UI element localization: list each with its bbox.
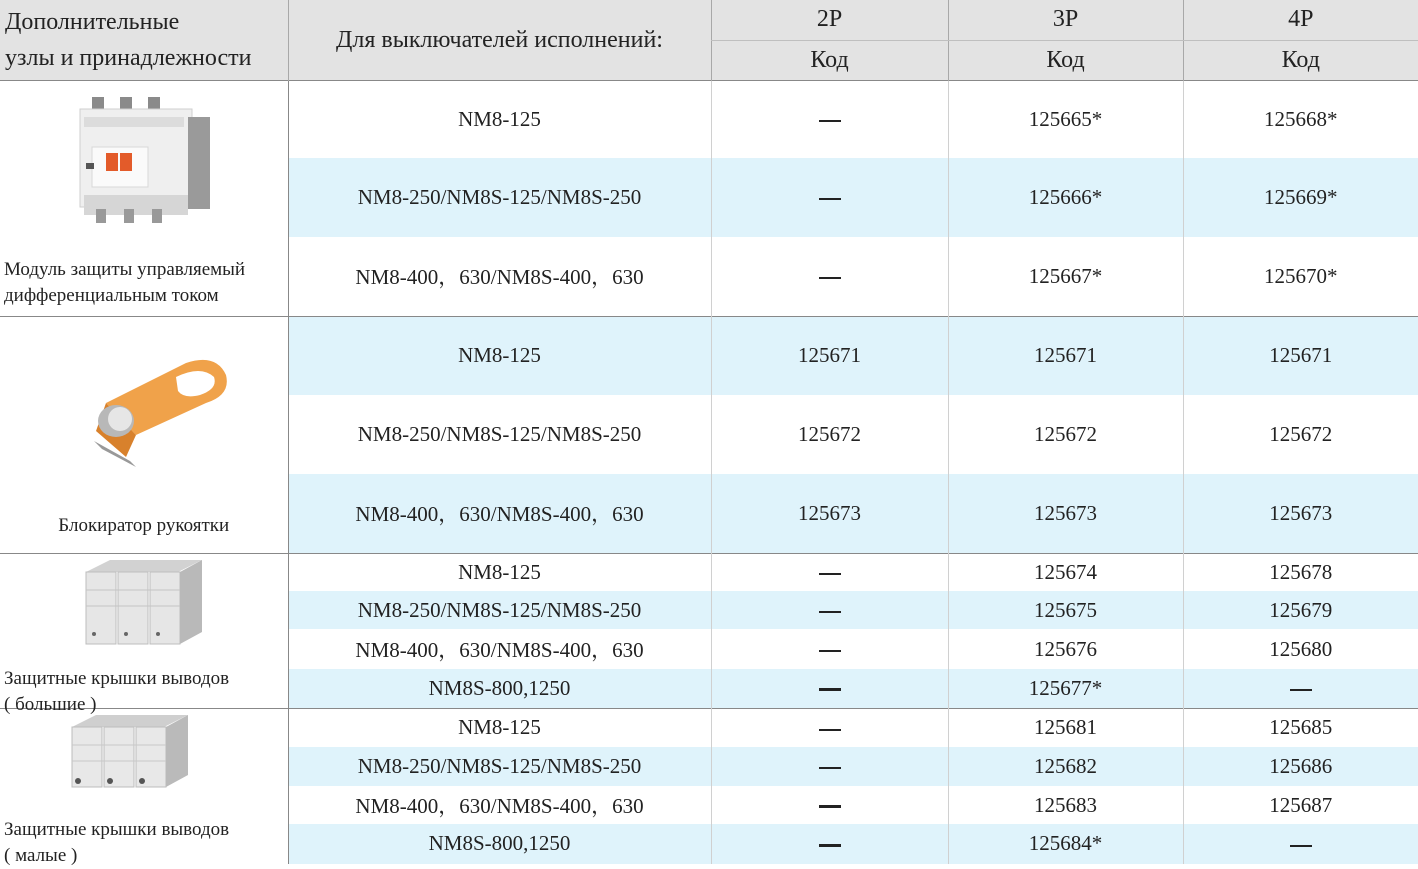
code-3p-cell: 125667* xyxy=(948,237,1183,316)
code-2p-cell: 125673 xyxy=(711,474,948,553)
section-label xyxy=(4,817,288,869)
code-4p-cell: 125672 xyxy=(1183,395,1418,473)
handle-lock-icon xyxy=(66,345,236,480)
section-label-line: дифференциальным током xyxy=(4,284,219,306)
code-3p-cell: 125681 xyxy=(948,708,1183,747)
section-label xyxy=(4,257,288,309)
dash-mark xyxy=(819,805,841,808)
code-3p-cell: 125674 xyxy=(948,553,1183,591)
model-cell: NM8-400，630/NM8S-400，630 xyxy=(288,786,711,824)
header-pole-4p: 4P xyxy=(1183,0,1418,40)
section-label-line: Блокиратор рукоятки xyxy=(58,514,230,536)
model-cell: NM8-250/NM8S-125/NM8S-250 xyxy=(288,395,711,473)
code-3p-cell: 125675 xyxy=(948,591,1183,629)
model-cell: NM8-250/NM8S-125/NM8S-250 xyxy=(288,591,711,629)
model-cell: NM8-125 xyxy=(288,316,711,395)
model-cell: NM8-250/NM8S-125/NM8S-250 xyxy=(288,747,711,786)
code-4p-cell: 125680 xyxy=(1183,629,1418,668)
code-2p-cell xyxy=(711,824,948,863)
header-code-3p: Код xyxy=(948,40,1183,80)
terminal-cover-small-icon xyxy=(60,711,200,806)
dash-mark xyxy=(819,688,841,691)
code-2p-cell xyxy=(711,669,948,708)
table-body xyxy=(0,80,1418,864)
dash-mark xyxy=(819,729,841,731)
code-2p-cell xyxy=(711,237,948,316)
header-item-line-2: узлы и принадлежности xyxy=(5,45,252,71)
dash-mark xyxy=(1290,845,1312,847)
model-cell: NM8-400，630/NM8S-400，630 xyxy=(288,474,711,553)
code-4p-cell: 125671 xyxy=(1183,316,1418,395)
section-item-cell xyxy=(0,553,288,715)
table-row xyxy=(0,80,1418,158)
section-label-line: Защитные крышки выводов xyxy=(4,818,230,840)
model-cell: NM8-400，630/NM8S-400，630 xyxy=(288,629,711,668)
header-code-4p: Код xyxy=(1183,40,1418,80)
code-4p-cell: 125668* xyxy=(1183,80,1418,158)
code-4p-cell: 125673 xyxy=(1183,474,1418,553)
section-label-line: Защитные крышки выводов xyxy=(4,667,230,689)
model-cell: NM8S-800,1250 xyxy=(288,669,711,708)
code-2p-cell xyxy=(711,80,948,158)
code-2p-cell xyxy=(711,708,948,747)
section-label-line: ( большие ) xyxy=(4,693,97,715)
code-2p-cell xyxy=(711,747,948,786)
code-4p-cell: 125679 xyxy=(1183,591,1418,629)
dash-mark xyxy=(819,844,841,847)
dash-mark xyxy=(819,198,841,200)
code-3p-cell: 125676 xyxy=(948,629,1183,668)
header-code-2p: Код xyxy=(711,40,948,80)
code-3p-cell: 125677* xyxy=(948,669,1183,708)
dash-mark xyxy=(1290,689,1312,691)
code-2p-cell: 125672 xyxy=(711,395,948,473)
code-3p-cell: 125672 xyxy=(948,395,1183,473)
code-3p-cell: 125671 xyxy=(948,316,1183,395)
section-label-line: Модуль защиты управляемый xyxy=(4,258,246,280)
section-label xyxy=(0,513,288,539)
code-4p-cell: 125670* xyxy=(1183,237,1418,316)
model-cell: NM8S-800,1250 xyxy=(288,824,711,863)
code-4p-cell: 125685 xyxy=(1183,708,1418,747)
model-cell: NM8-125 xyxy=(288,80,711,158)
code-4p-cell: 125669* xyxy=(1183,158,1418,236)
section-item-cell xyxy=(0,80,288,316)
code-2p-cell: 125671 xyxy=(711,316,948,395)
code-4p-cell xyxy=(1183,824,1418,863)
dash-mark xyxy=(819,767,841,769)
section-item-cell xyxy=(0,708,288,864)
table-row xyxy=(0,316,1418,395)
dash-mark xyxy=(819,611,841,613)
code-3p-cell: 125673 xyxy=(948,474,1183,553)
code-3p-cell: 125665* xyxy=(948,80,1183,158)
header-item-column xyxy=(0,0,288,80)
code-3p-cell: 125684* xyxy=(948,824,1183,863)
code-2p-cell xyxy=(711,158,948,236)
code-4p-cell: 125678 xyxy=(1183,553,1418,591)
rcd-module-icon xyxy=(70,87,220,234)
table-row xyxy=(0,553,1418,591)
code-4p-cell xyxy=(1183,669,1418,708)
code-2p-cell xyxy=(711,629,948,668)
dash-mark xyxy=(819,650,841,652)
code-3p-cell: 125682 xyxy=(948,747,1183,786)
model-cell: NM8-250/NM8S-125/NM8S-250 xyxy=(288,158,711,236)
model-cell: NM8-125 xyxy=(288,553,711,591)
header-pole-3p: 3P xyxy=(948,0,1183,40)
header-pole-2p: 2P xyxy=(711,0,948,40)
code-2p-cell xyxy=(711,591,948,629)
code-4p-cell: 125686 xyxy=(1183,747,1418,786)
model-cell: NM8-400，630/NM8S-400，630 xyxy=(288,237,711,316)
code-2p-cell xyxy=(711,786,948,824)
code-3p-cell: 125683 xyxy=(948,786,1183,824)
terminal-cover-large-icon xyxy=(74,554,214,659)
dash-mark xyxy=(819,573,841,575)
code-2p-cell xyxy=(711,553,948,591)
dash-mark xyxy=(819,277,841,279)
model-cell: NM8-125 xyxy=(288,708,711,747)
header-model-column: Для выключателей исполнений: xyxy=(288,0,711,80)
section-label-line: ( малые ) xyxy=(4,844,78,866)
dash-mark xyxy=(819,120,841,122)
section-item-cell xyxy=(0,316,288,553)
header-item-line-1: Дополнительные xyxy=(5,9,180,35)
code-3p-cell: 125666* xyxy=(948,158,1183,236)
table-row xyxy=(0,708,1418,747)
code-4p-cell: 125687 xyxy=(1183,786,1418,824)
